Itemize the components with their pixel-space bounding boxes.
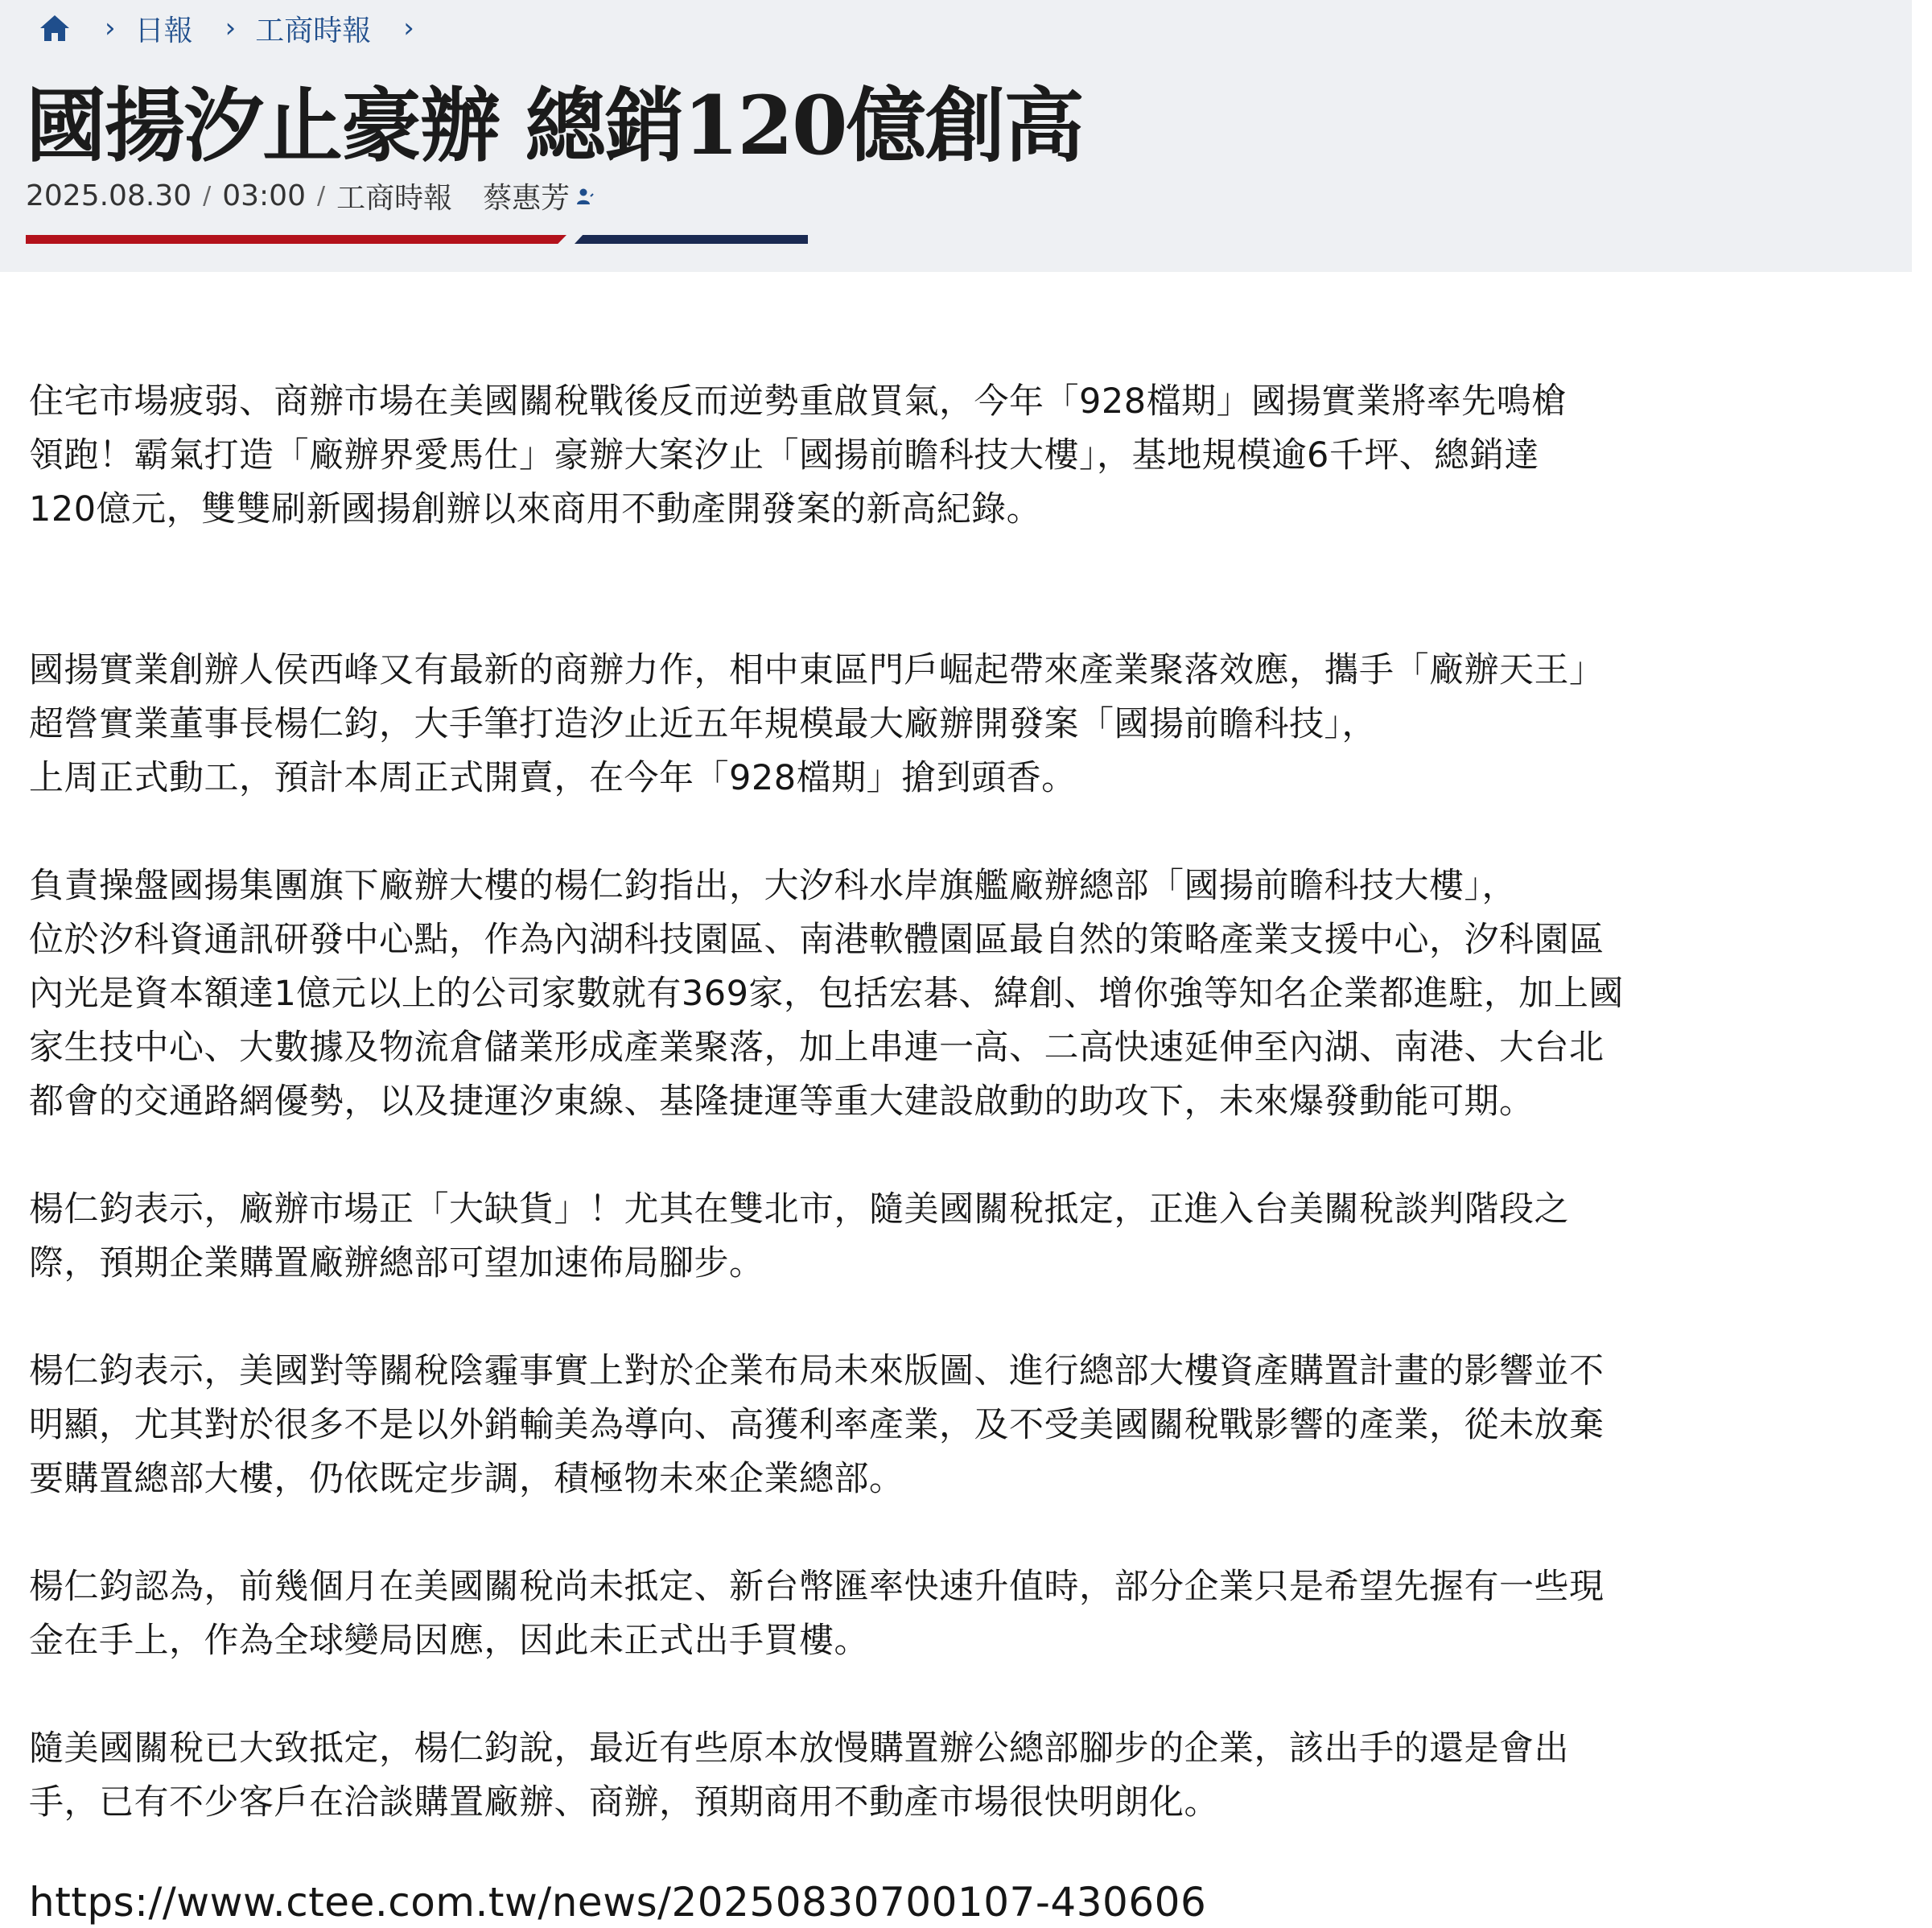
article-paragraph: 楊仁鈞表示，廠辦市場正「大缺貨」！尤其在雙北市，隨美國關稅抵定，正進入台美關稅談判階段之 際，預期企業購置廠辦總部可望加速佈局腳步。 [29, 1189, 1569, 1283]
publish-time: 03:00 [222, 179, 306, 212]
separator: / [316, 181, 326, 210]
article-paragraph: 楊仁鈞表示，美國對等關稅陰霾事實上對於企業布局未來版圖、進行總部大樓資產購置計畫的影響並不 明顯，尤其對於很多不是以外銷輸美為導向、高獲利率產業，及不受美國關稅戰影響的產業，從未放棄 要購置總部大樓，仍依既定步調，積極物未來企業總部。 [29, 1351, 1605, 1499]
chevron-right-icon: › [105, 12, 116, 44]
home-icon[interactable] [37, 10, 72, 46]
person-icon[interactable] [576, 185, 594, 206]
page-title: 國揚汐止豪辦 總銷120億創高 [26, 78, 1083, 173]
source-url[interactable]: https://www.ctee.com.tw/news/20250830700107-430606 [29, 1879, 1207, 1926]
article-paragraph: 楊仁鈞認為，前幾個月在美國關稅尚未抵定、新台幣匯率快速升值時，部分企業只是希望先握有一些現 金在手上，作為全球變局因應，因此未正式出手買樓。 [29, 1567, 1605, 1661]
author-link[interactable]: 蔡惠芳 [483, 181, 571, 215]
header-rule-red [26, 235, 566, 244]
article-header [0, 0, 1912, 272]
article-meta [26, 175, 594, 216]
breadcrumb [37, 8, 434, 48]
publish-date: 2025.08.30 [26, 179, 192, 212]
chevron-right-icon: › [403, 12, 414, 44]
header-rule-navy [575, 235, 808, 244]
breadcrumb-item-daily[interactable]: 日報 [134, 14, 193, 47]
chevron-right-icon: › [225, 12, 237, 44]
article-paragraph: 負責操盤國揚集團旗下廠辦大樓的楊仁鈞指出，大汐科水岸旗艦廠辦總部「國揚前瞻科技大樓」， 位於汐科資通訊研發中心點，作為內湖科技園區、南港軟體園區最自然的策略產業支援中心，汐科園區 內光是資本額達1億元以上的公司家數就有369家，包括宏碁、緯創、增你強等知名企業都進駐，加上國 家生技中心、大數據及物流倉儲業形成產業聚落，加上串連一高、二高快速延伸至內湖、南港、大台北 都會的交通路網優勢，以及捷運汐東線、基隆捷運等重大建設啟動的助攻下，未來爆發動能可期。 [29, 866, 1624, 1122]
article-paragraph: 隨美國關稅已大致抵定，楊仁鈞說，最近有些原本放慢購置辦公總部腳步的企業，該出手的還是會出 手，已有不少客戶在洽談購置廠辦、商辦，預期商用不動產市場很快明朗化。 [29, 1728, 1569, 1823]
article-source: 工商時報 [336, 181, 453, 215]
article-paragraph: 國揚實業創辦人侯西峰又有最新的商辦力作，相中東區門戶崛起帶來產業聚落效應，攜手「廠辦天王」 超營實業董事長楊仁鈞，大手筆打造汐止近五年規模最大廠辦開發案「國揚前瞻科技」， 上周正式動工，預計本周正式開賣，在今年「928檔期」搶到頭香。 [29, 650, 1605, 798]
breadcrumb-item-ctee[interactable]: 工商時報 [255, 14, 372, 47]
article-body [29, 375, 1931, 1830]
article-paragraph: 住宅市場疲弱、商辦市場在美國關稅戰後反而逆勢重啟買氣，今年「928檔期」國揚實業將率先鳴槍 領跑！霸氣打造「廠辦界愛馬仕」豪辦大案汐止「國揚前瞻科技大樓」，基地規模逾6千坪、總銷達 120億元，雙雙刷新國揚創辦以來商用不動產開發案的新高紀錄。 [29, 381, 1567, 529]
separator: / [203, 181, 212, 210]
